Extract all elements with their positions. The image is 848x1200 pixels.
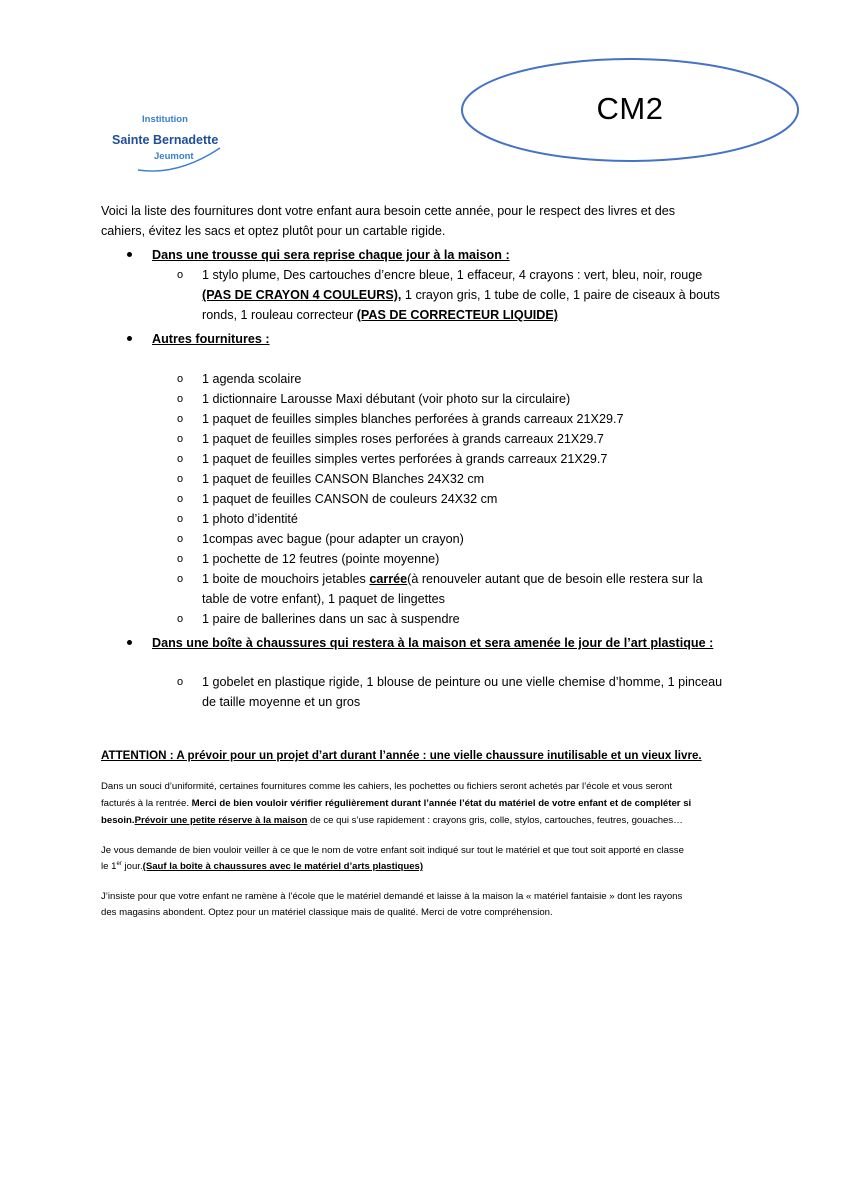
section1-line2 (202, 285, 720, 305)
circle-bullet-icon: o (177, 513, 184, 525)
list-item: 1 paire de ballerines dans un sac à suspendre (202, 612, 460, 626)
circle-bullet-icon: o (177, 493, 184, 505)
bullet-icon (127, 336, 132, 341)
list-item: 1 photo d’identité (202, 512, 298, 526)
list-item: 1 agenda scolaire (202, 372, 302, 386)
tissues-text-rest: (à renouveler autant que de besoin elle restera sur la (407, 572, 703, 586)
circle-bullet-icon: o (177, 373, 184, 385)
section1-line2-rest: 1 crayon gris, 1 tube de colle, 1 paire de ciseaux à bouts (401, 288, 720, 302)
para2-line2 (101, 858, 423, 876)
para1-line3-bold: besoin. (101, 815, 135, 826)
list-item-continuation: table de votre enfant), 1 paquet de lingettes (202, 592, 445, 606)
list-item: 1 paquet de feuilles simples vertes perforées à grands carreaux 21X29.7 (202, 452, 608, 466)
circle-bullet-icon: o (177, 533, 184, 545)
section1-heading: Dans une trousse qui sera reprise chaque jour à la maison : (152, 248, 510, 262)
school-logo (108, 108, 224, 176)
circle-bullet-icon: o (177, 453, 184, 465)
list-item: 1 paquet de feuilles simples blanches perforées à grands carreaux 21X29.7 (202, 412, 624, 426)
grade-label: CM2 (596, 91, 664, 126)
circle-bullet-icon: o (177, 269, 184, 281)
para2-line2-pre: le 1 (101, 861, 117, 872)
list-item: 1 paquet de feuilles CANSON de couleurs 24X32 cm (202, 492, 498, 506)
intro-line2: cahiers, évitez les sacs et optez plutôt pour un cartable rigide. (101, 224, 446, 238)
no-liquid-corrector-note: (PAS DE CORRECTEUR LIQUIDE) (356, 308, 558, 322)
attention-note: ATTENTION : A prévoir pour un projet d’art durant l’année : une vielle chaussure inutilisable et un vieux livre. (101, 749, 702, 762)
circle-bullet-icon: o (177, 393, 184, 405)
para3-line2: des magasins abondent. Optez pour un matériel classique mais de qualité. Merci de votre compréhension. (101, 907, 553, 918)
circle-bullet-icon: o (177, 473, 184, 485)
tissues-text: 1 boite de mouchoirs jetables (202, 572, 370, 586)
para1-line3 (101, 812, 683, 830)
circle-bullet-icon: o (177, 433, 184, 445)
logo-line1: Institution (142, 114, 188, 125)
intro-line1: Voici la liste des fournitures dont votre enfant aura besoin cette année, pour le respect des livres et des (101, 204, 676, 218)
para1-line3-text: de ce qui s’use rapidement : crayons gris, colle, stylos, cartouches, feutres, gouaches… (307, 815, 683, 826)
list-item: 1 paquet de feuilles CANSON Blanches 24X32 cm (202, 472, 485, 486)
circle-bullet-icon: o (177, 413, 184, 425)
shoebox-exception-note: (Sauf la boîte à chaussures avec le matériel d’arts plastiques) (142, 861, 424, 872)
section1-line3-text: ronds, 1 rouleau correcteur (202, 308, 357, 322)
circle-bullet-icon: o (177, 613, 184, 625)
reserve-note: Prévoir une petite réserve à la maison (134, 815, 308, 826)
bullet-icon (127, 252, 132, 257)
logo-line3: Jeumont (154, 151, 194, 162)
list-item: 1 dictionnaire Larousse Maxi débutant (voir photo sur la circulaire) (202, 392, 571, 406)
para3-line1: J’insiste pour que votre enfant ne ramène à l’école que le matériel demandé et laisse à la maison la « matériel fantaisie » dont les rayons (101, 891, 683, 902)
logo-line2: Sainte Bernadette (112, 133, 219, 147)
no-4-color-pen-note: (PAS DE CRAYON 4 COULEURS), (202, 288, 402, 302)
circle-bullet-icon: o (177, 676, 184, 688)
section3-line1: 1 gobelet en plastique rigide, 1 blouse de peinture ou une vielle chemise d’homme, 1 pinceau (202, 675, 723, 689)
para1-line2 (101, 795, 691, 813)
circle-bullet-icon: o (177, 573, 184, 585)
section1-line3 (202, 305, 558, 325)
section2-heading: Autres fournitures : (152, 332, 270, 346)
para1-line2-bold: Merci de bien vouloir vérifier régulièrement durant l’année l’état du matériel de votre enfant et de compléter si (191, 798, 692, 809)
para2-line1: Je vous demande de bien vouloir veiller à ce que le nom de votre enfant soit indiqué sur tout le matériel et que tout soit apporté en classe (101, 845, 684, 856)
circle-bullet-icon: o (177, 553, 184, 565)
bullet-icon (127, 640, 132, 645)
list-item (202, 569, 703, 589)
list-item: 1 pochette de 12 feutres (pointe moyenne) (202, 552, 440, 566)
section1-line1: 1 stylo plume, Des cartouches d’encre bleue, 1 effaceur, 4 crayons : vert, bleu, noir, rouge (202, 268, 703, 282)
list-item: 1 paquet de feuilles simples roses perforées à grands carreaux 21X29.7 (202, 432, 604, 446)
section3-heading: Dans une boîte à chaussures qui restera à la maison et sera amenée le jour de l’art plastique : (152, 636, 714, 650)
para2-line2-sup: er (116, 860, 122, 867)
square-emphasis: carrée (369, 572, 408, 586)
list-item: 1compas avec bague (pour adapter un crayon) (202, 532, 464, 546)
section3-line2: de taille moyenne et un gros (202, 695, 361, 709)
para1-line1: Dans un souci d’uniformité, certaines fournitures comme les cahiers, les pochettes ou fichiers seront achetés par l’école et vous seront (101, 781, 673, 792)
para2-line2-mid: jour. (121, 861, 143, 872)
para1-line2-text: facturés à la rentrée. (101, 798, 192, 809)
